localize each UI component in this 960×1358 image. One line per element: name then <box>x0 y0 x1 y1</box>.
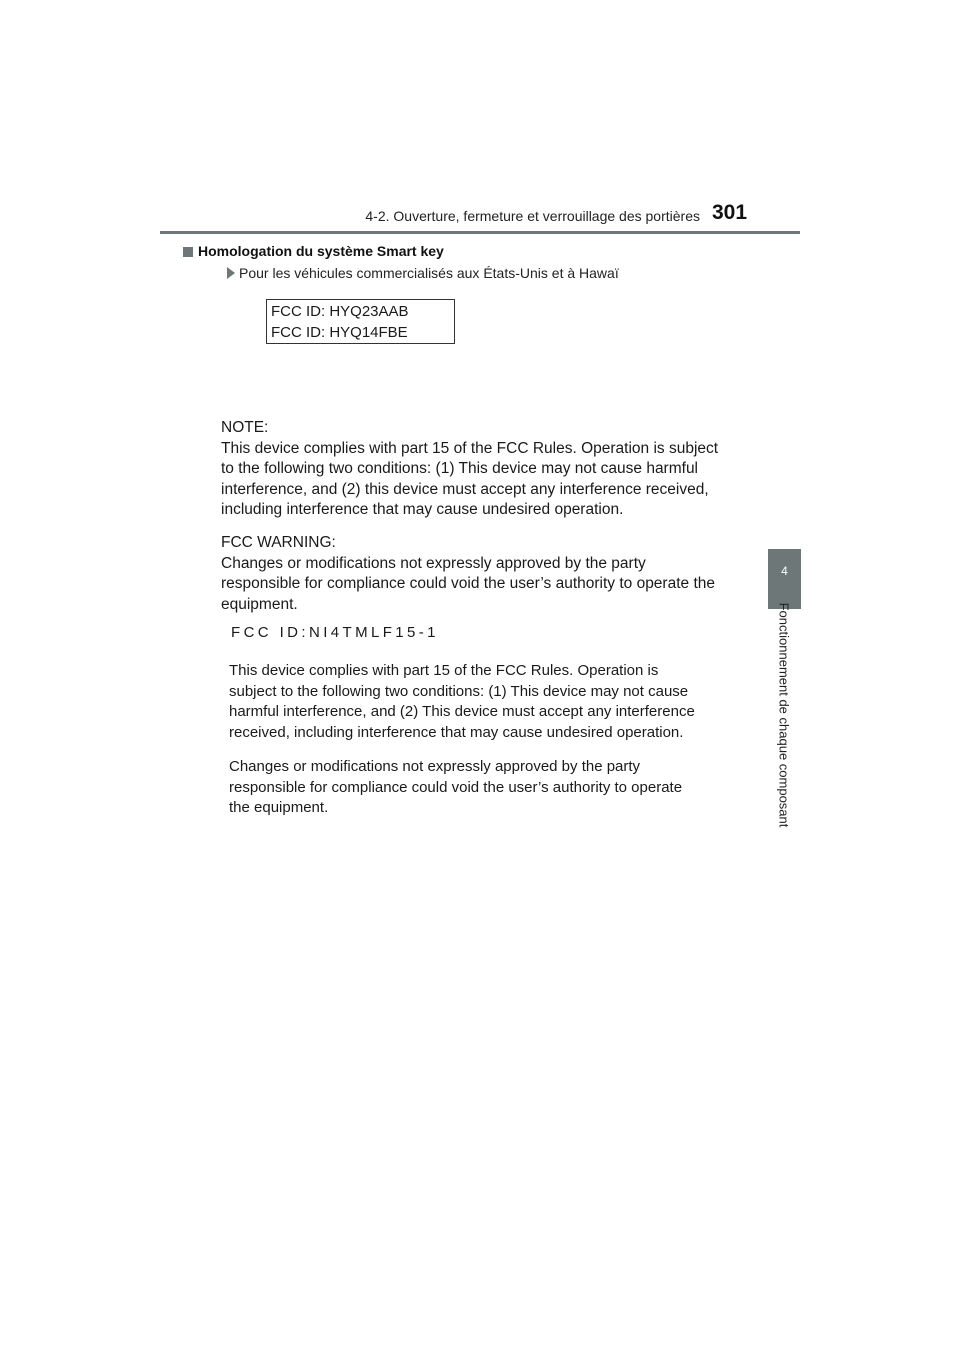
fcc-id-box <box>266 299 455 344</box>
chapter-title: Fonctionnement de chaque composant <box>776 602 792 828</box>
compliance-line: This device complies with part 15 of the FCC Rules. Operation is <box>229 662 659 679</box>
compliance-line: received, including interference that may cause undesired operation. <box>229 723 684 741</box>
changes-line: the equipment. <box>229 799 329 816</box>
sub-heading <box>227 265 619 281</box>
section-heading-text: Homologation du système Smart key <box>198 243 444 259</box>
warning-title: FCC WARNING: <box>221 534 336 551</box>
compliance-block <box>229 661 719 743</box>
fcc-id-second: FCC ID:NI4TMLF15-1 <box>231 624 439 641</box>
running-header: 4-2. Ouverture, fermeture et verrouillage des portières <box>365 208 700 224</box>
changes-line: responsible for compliance could void the user’s authority to operate <box>229 778 683 796</box>
fcc-warning-block <box>221 533 741 615</box>
fcc-id-line: FCC ID: HYQ23AAB <box>271 303 409 320</box>
note-line: to the following two conditions: (1) This device may not cause harmful <box>221 460 699 477</box>
compliance-line: harmful interference, and (2) This device must accept any interference <box>229 703 695 720</box>
note-block <box>221 418 741 521</box>
note-line: This device complies with part 15 of the FCC Rules. Operation is subject <box>221 439 719 457</box>
fcc-id-line: FCC ID: HYQ14FBE <box>271 324 408 341</box>
sub-heading-text: Pour les véhicules commercialisés aux États-Unis et à Hawaï <box>239 265 619 281</box>
warning-line: equipment. <box>221 595 298 613</box>
section-heading <box>183 243 444 259</box>
triangle-bullet-icon <box>227 267 235 279</box>
compliance-line: subject to the following two conditions: (1) This device may not cause <box>229 682 689 700</box>
changes-line: Changes or modifications not expressly approved by the party <box>229 758 641 775</box>
note-line: including interference that may cause undesired operation. <box>221 501 624 518</box>
header-rule <box>160 231 800 234</box>
note-title: NOTE: <box>221 419 269 436</box>
page-number: 301 <box>712 201 748 224</box>
changes-block <box>229 757 719 819</box>
square-bullet-icon <box>183 247 193 257</box>
chapter-tab: 4 <box>768 549 801 609</box>
warning-line: responsible for compliance could void the user’s authority to operate the <box>221 575 715 592</box>
warning-line: Changes or modifications not expressly approved by the party <box>221 554 646 572</box>
note-line: interference, and (2) this device must accept any interference received, <box>221 480 709 498</box>
